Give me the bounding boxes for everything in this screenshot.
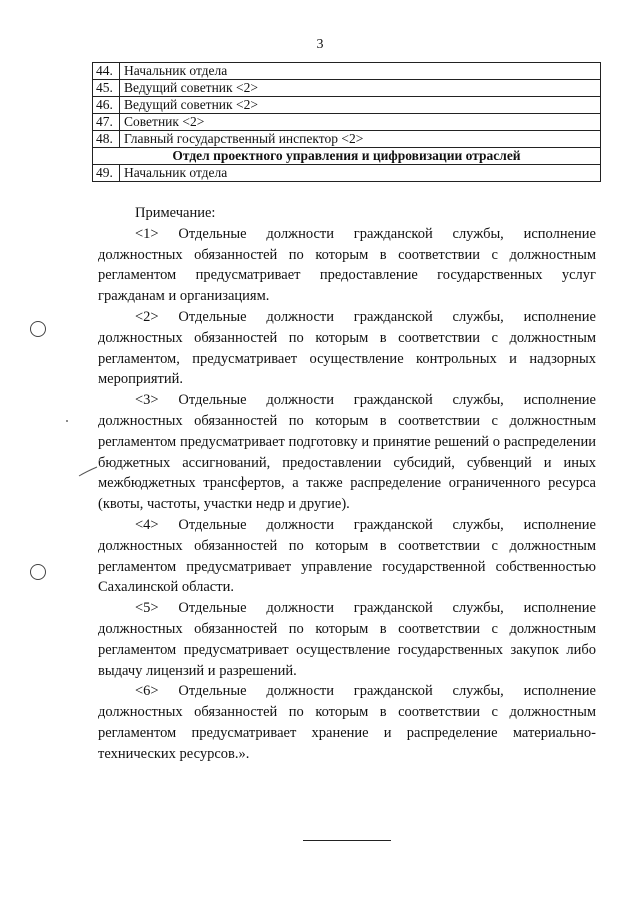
position-title: Ведущий советник <2>: [120, 80, 601, 97]
punch-hole-icon: [30, 564, 46, 580]
position-title: Советник <2>: [120, 114, 601, 131]
position-title: Ведущий советник <2>: [120, 97, 601, 114]
row-number: 46.: [93, 97, 120, 114]
row-number: 48.: [93, 131, 120, 148]
closing-divider: [303, 840, 391, 841]
note-item: <2> Отдельные должности гражданской службы, исполнение должностных обязанностей по которым в соответствии с должностным регламентом, предусматривает осуществление контрольных и надзорных мероприятий.: [98, 308, 596, 388]
note-item: <5> Отдельные должности гражданской службы, исполнение должностных обязанностей по которым в соответствии с должностным регламентом предусматривает осуществление государственных закупок либо выдачу лицензий и разрешений.: [98, 600, 596, 679]
row-number: 49.: [93, 165, 120, 182]
table-row: [93, 165, 601, 182]
position-title: Начальник отдела: [120, 165, 601, 182]
positions-table: [92, 62, 601, 182]
note-item: <4> Отдельные должности гражданской службы, исполнение должностных обязанностей по которым в соответствии с должностным регламентом предусматривает управление государственной собственностью Сахалинской области.: [98, 516, 596, 596]
row-number: 45.: [93, 80, 120, 97]
notes-heading: Примечание:: [135, 205, 216, 221]
position-title: Начальник отдела: [120, 63, 601, 80]
row-number: 44.: [93, 63, 120, 80]
page-number: 3: [316, 37, 324, 52]
notes-section: [98, 203, 596, 765]
section-title: Отдел проектного управления и цифровизации отраслей: [93, 148, 601, 165]
table-row: [93, 97, 601, 114]
note-item: <1> Отдельные должности гражданской службы, исполнение должностных обязанностей по которым в соответствии с должностным регламентом предусматривает предоставление государственных услуг гражданам и организациям.: [98, 225, 596, 305]
position-title: Главный государственный инспектор <2>: [120, 131, 601, 148]
punch-hole-icon: [30, 321, 46, 337]
table-row: [93, 131, 601, 148]
row-number: 47.: [93, 114, 120, 131]
table-row: [93, 80, 601, 97]
note-item: <3> Отдельные должности гражданской службы, исполнение должностных обязанностей по которым в соответствии с должностным регламентом предусматривает подготовку и принятие решений о распределении бюджетных ассигнований, предоставлении субсидий, субвенций и иных межбюджетных трансфертов, а также распределение ограниченного ресурса (квоты, частоты, участки недр и другие).: [98, 392, 596, 513]
table-row: [93, 63, 601, 80]
table-row: [93, 114, 601, 131]
pen-stroke-icon: [78, 465, 98, 477]
section-header-row: [93, 148, 601, 165]
note-item: <6> Отдельные должности гражданской службы, исполнение должностных обязанностей по которым в соответствии с должностным регламентом предусматривает хранение и распределение материально-технических ресурсов.».: [98, 683, 596, 762]
scan-speck-icon: [66, 420, 68, 422]
